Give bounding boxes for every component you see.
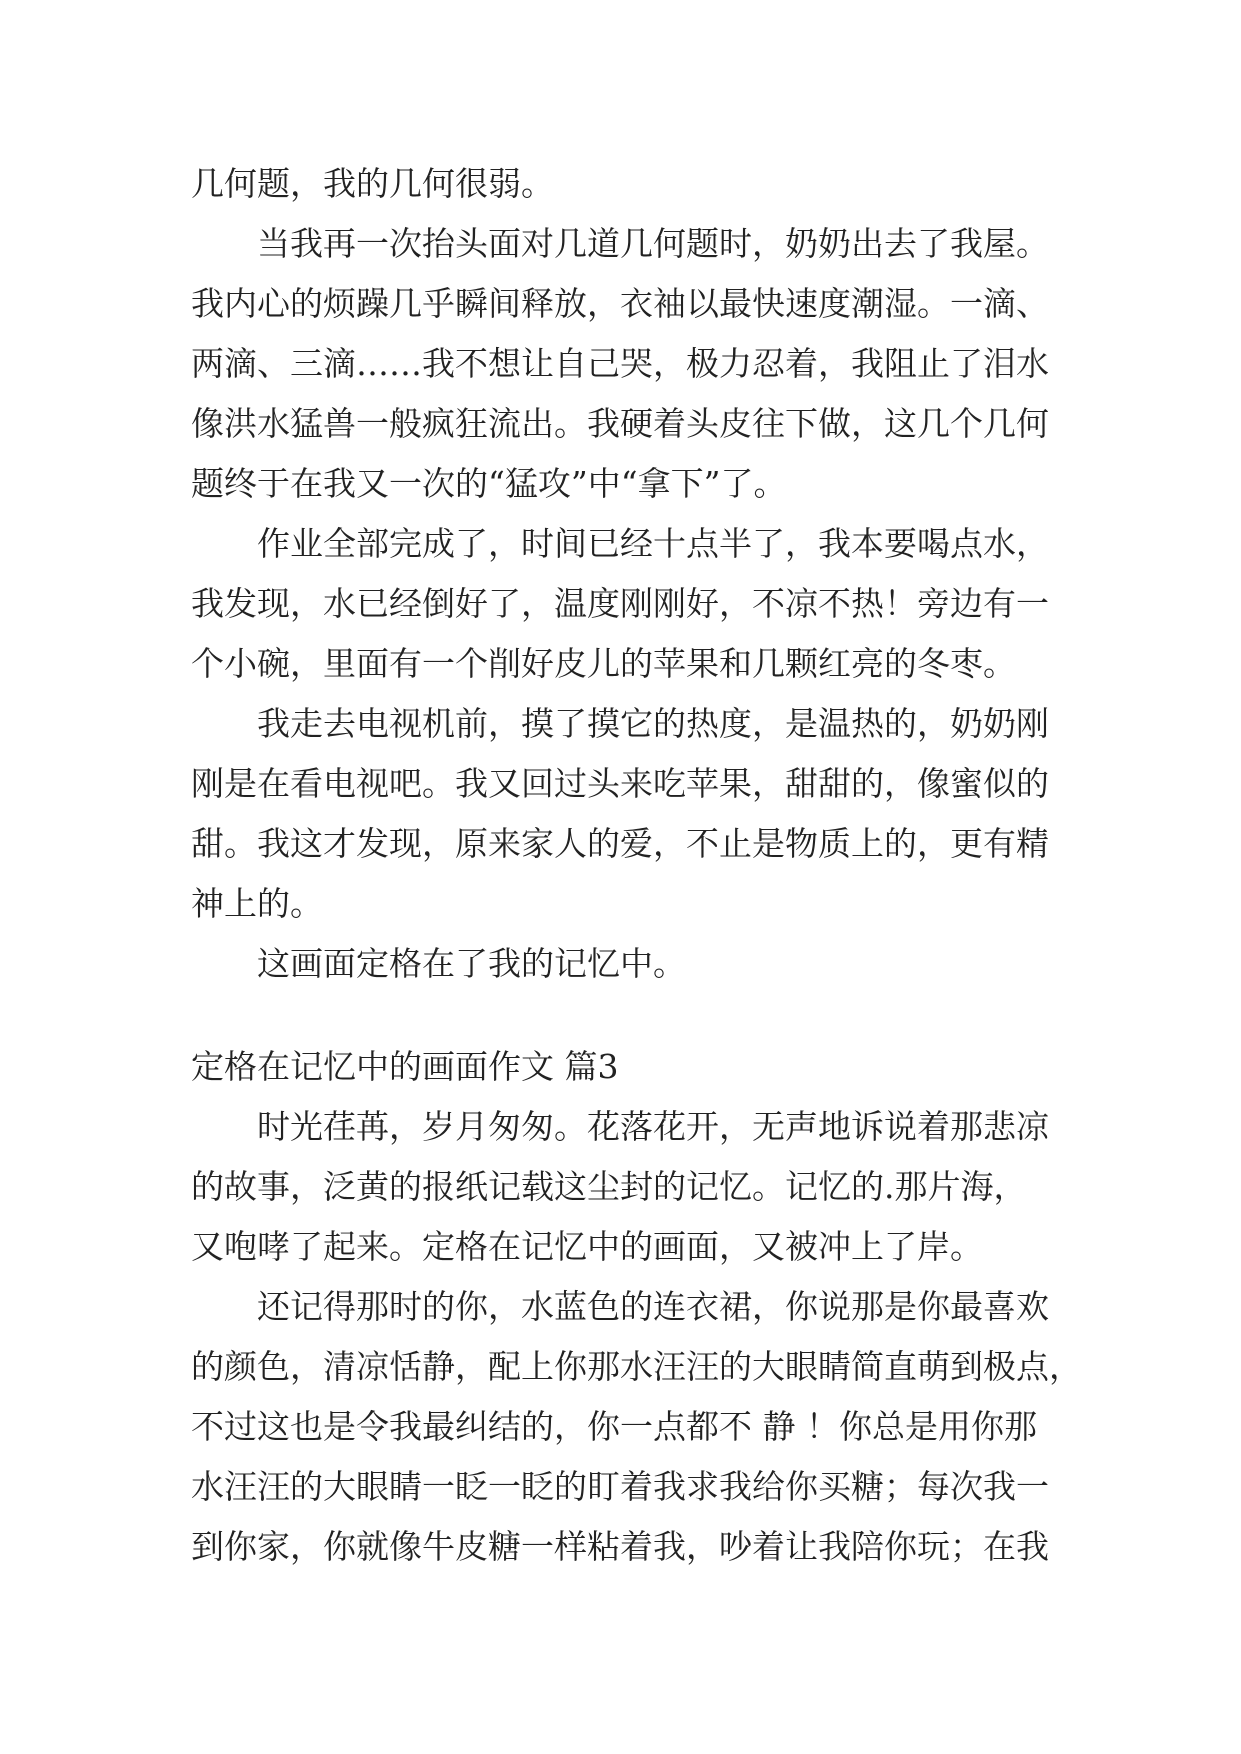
section-heading: 定格在记忆中的画面作文 篇3	[191, 1047, 619, 1086]
paragraph	[191, 934, 1071, 994]
text-line: 又咆哮了起来。定格在记忆中的画面，又被冲上了岸。	[191, 1227, 983, 1266]
text-line: 我发现，水已经倒好了，温度刚刚好，不凉不热！旁边有一	[191, 584, 1049, 623]
text-line: 的颜色，清凉恬静，配上你那水汪汪的大眼睛简直萌到极点，	[191, 1347, 1082, 1386]
text-line: 甜。我这才发现，原来家人的爱，不止是物质上的，更有精	[191, 824, 1049, 863]
text-line: 题终于在我又一次的“猛攻”中“拿下”了。	[191, 464, 787, 503]
paragraph	[191, 694, 1071, 934]
text-line: 神上的。	[191, 884, 323, 923]
paragraph	[191, 514, 1071, 694]
text-line: 不过这也是令我最纠结的，你一点都不 静 ！你总是用你那	[191, 1407, 1037, 1446]
text-line: 这画面定格在了我的记忆中。	[257, 944, 686, 983]
section-heading-block	[191, 1037, 1071, 1097]
body-text-top	[191, 154, 1071, 994]
text-line: 个小碗，里面有一个削好皮儿的苹果和几颗红亮的冬枣。	[191, 644, 1016, 683]
text-line: 像洪水猛兽一般疯狂流出。我硬着头皮往下做，这几个几何	[191, 404, 1049, 443]
text-line: 水汪汪的大眼睛一眨一眨的盯着我求我给你买糖；每次我一	[191, 1467, 1049, 1506]
text-line: 时光荏苒，岁月匆匆。花落花开，无声地诉说着那悲凉	[257, 1107, 1049, 1146]
text-line: 我内心的烦躁几乎瞬间释放，衣袖以最快速度潮湿。一滴、	[191, 284, 1049, 323]
body-text-bottom	[191, 1097, 1082, 1577]
paragraph	[191, 214, 1071, 514]
text-line: 刚是在看电视吧。我又回过头来吃苹果，甜甜的，像蜜似的	[191, 764, 1049, 803]
text-line: 的故事，泛黄的报纸记载这尘封的记忆。记忆的.那片海，	[191, 1167, 1027, 1206]
text-line: 到你家，你就像牛皮糖一样粘着我，吵着让我陪你玩；在我	[191, 1527, 1049, 1566]
text-line: 还记得那时的你，水蓝色的连衣裙，你说那是你最喜欢	[257, 1287, 1049, 1326]
text-line: 几何题，我的几何很弱。	[191, 164, 554, 203]
paragraph	[191, 1097, 1071, 1277]
paragraph	[191, 154, 1071, 214]
text-line: 我走去电视机前，摸了摸它的热度，是温热的，奶奶刚	[257, 704, 1049, 743]
text-line: 作业全部完成了，时间已经十点半了，我本要喝点水，	[257, 524, 1049, 563]
text-line: 两滴、三滴……我不想让自己哭，极力忍着，我阻止了泪水	[191, 344, 1049, 383]
text-line: 当我再一次抬头面对几道几何题时，奶奶出去了我屋。	[257, 224, 1049, 263]
paragraph	[191, 1277, 1082, 1577]
